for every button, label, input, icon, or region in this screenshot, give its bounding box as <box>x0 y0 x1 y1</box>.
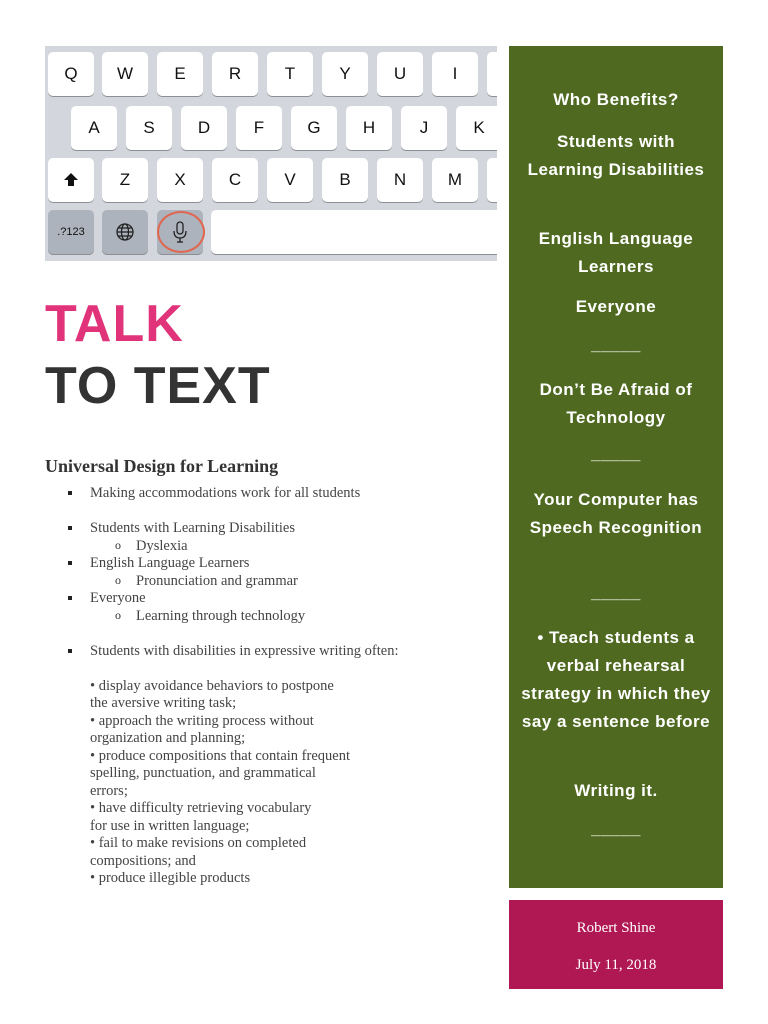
shift-icon <box>63 172 79 188</box>
microphone-highlight-circle <box>157 211 205 253</box>
numbers-key: .?123 <box>48 210 94 254</box>
key-s: S <box>126 106 172 150</box>
sidebar-heading-who-benefits: Who Benefits? <box>553 90 679 109</box>
space-key <box>211 210 497 254</box>
writing-line: spelling, punctuation, and grammatical <box>90 765 316 781</box>
sidebar-divider: _____ <box>591 444 641 463</box>
udl-heading: Universal Design for Learning <box>45 456 279 476</box>
sidebar-item-rehearsal-strategy: • Teach students a verbal rehearsal strategy in which they say a sentence before <box>521 628 711 731</box>
sidebar-item-writing-it: Writing it. <box>574 781 658 800</box>
title-line-talk: TALK <box>45 295 184 353</box>
key-i: I <box>432 52 478 96</box>
keyboard-image <box>45 46 497 261</box>
writing-line: • approach the writing process without <box>90 712 314 729</box>
key-t: T <box>267 52 313 96</box>
writing-line: • fail to make revisions on completed <box>90 835 307 851</box>
sub-bullet-item: o Learning through technology <box>45 608 495 626</box>
author-box <box>509 900 723 989</box>
sidebar-item-learning-disabilities: Students with Learning Disabilities <box>527 132 705 179</box>
key-v: V <box>267 158 313 202</box>
author-name: Robert Shine <box>576 920 656 936</box>
key-k: K <box>456 106 497 150</box>
writing-line: compositions; and <box>90 852 196 869</box>
key-u: U <box>377 52 423 96</box>
sidebar-item-speech-recognition: Your Computer has Speech Recognition <box>529 490 703 537</box>
key-o-partial <box>487 52 497 96</box>
key-f: F <box>236 106 282 150</box>
writing-line: the aversive writing task; <box>90 695 237 711</box>
writing-line: • have difficulty retrieving vocabulary <box>90 800 312 816</box>
key-h: H <box>346 106 392 150</box>
key-c: C <box>212 158 258 202</box>
sidebar-panel <box>509 46 723 888</box>
sidebar-divider: _____ <box>591 583 641 602</box>
key-d: D <box>181 106 227 150</box>
key-z: Z <box>102 158 148 202</box>
shift-key <box>48 158 94 202</box>
sidebar-divider: _____ <box>591 819 641 838</box>
key-q: Q <box>48 52 94 96</box>
writing-line: • display avoidance behaviors to postpone <box>90 677 334 694</box>
key-a: A <box>71 106 117 150</box>
key-m: M <box>432 158 478 202</box>
key-j: J <box>401 106 447 150</box>
sub-bullet-item: o Dyslexia <box>45 538 495 556</box>
sidebar-item-ell: English Language Learners <box>538 229 694 276</box>
key-partial <box>487 158 497 202</box>
key-w: W <box>102 52 148 96</box>
key-r: R <box>212 52 258 96</box>
sidebar-item-technology: Don’t Be Afraid of Technology <box>539 380 693 427</box>
bullet-item: English Language Learners <box>45 555 495 573</box>
sidebar-item-everyone: Everyone <box>575 297 657 316</box>
udl-content <box>45 485 495 888</box>
key-n: N <box>377 158 423 202</box>
bullet-item: Students with disabilities in expressive writing often: <box>45 643 495 661</box>
key-y: Y <box>322 52 368 96</box>
globe-key <box>102 210 148 254</box>
writing-line: • produce illegible products <box>90 870 251 886</box>
title-line-to-text: TO TEXT <box>45 357 271 415</box>
bullet-item: Making accommodations work for all students <box>45 485 495 503</box>
sub-bullet-item: o Pronunciation and grammar <box>45 573 495 591</box>
sidebar-divider: _____ <box>591 335 641 354</box>
bullet-item: Students with Learning Disabilities <box>45 520 495 538</box>
key-e: E <box>157 52 203 96</box>
key-g: G <box>291 106 337 150</box>
writing-line: errors; <box>90 782 128 799</box>
key-x: X <box>157 158 203 202</box>
bullet-item: Everyone <box>45 590 495 608</box>
page-title <box>45 295 271 415</box>
writing-line: • produce compositions that contain frequent <box>90 747 350 764</box>
globe-icon <box>115 222 135 242</box>
key-b: B <box>322 158 368 202</box>
publish-date: July 11, 2018 <box>575 957 657 973</box>
writing-line: organization and planning; <box>90 730 246 746</box>
writing-line: for use in written language; <box>90 817 250 834</box>
